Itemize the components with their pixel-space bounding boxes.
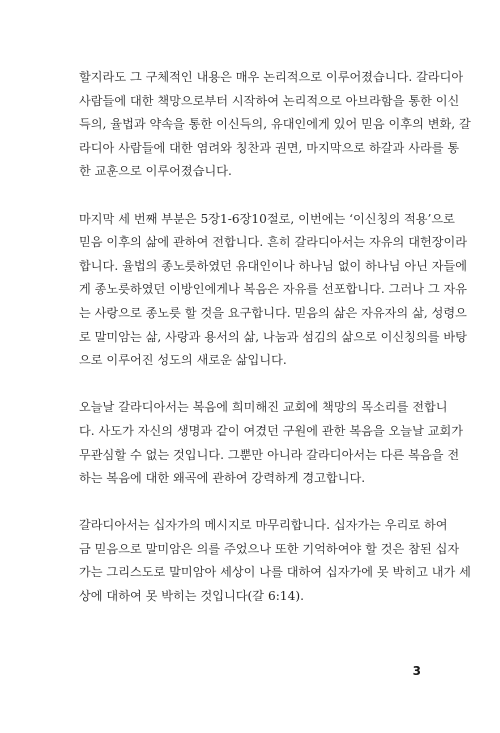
text-line: 득의, 율법과 약속을 통한 이신득의, 유대인에게 있어 믿음 이후의 변화, 갈 <box>79 117 471 132</box>
text-line: 갈라디아서는 십자가의 메시지로 마무리합니다. 십자가는 우리로 하여 <box>79 518 448 533</box>
paragraph-1 <box>79 66 471 184</box>
text-line: 라디아 사람들에 대한 염려와 칭찬과 권면, 마지막으로 하갈과 사라를 통 <box>79 140 460 155</box>
paragraph-3 <box>79 396 464 490</box>
text-line: 오늘날 갈라디아서는 복음에 희미해진 교회에 책망의 목소리를 전합니 <box>79 400 448 415</box>
text-line: 는 사랑으로 종노릇 할 것을 요구합니다. 믿음의 삶은 자유자의 삶, 성령으 <box>79 305 467 320</box>
text-line: 사람들에 대한 책망으로부터 시작하여 논리적으로 아브라함을 통한 이신 <box>79 93 460 108</box>
text-line: 무관심할 수 없는 것입니다. 그뿐만 아니라 갈라디아서는 다른 복음을 전 <box>79 447 460 462</box>
page-number: 3 <box>412 664 421 678</box>
text-line: 한 교훈으로 이루어졌습니다. <box>79 164 232 179</box>
text-line: 하는 복음에 대한 왜곡에 관하여 강력하게 경고합니다. <box>79 471 366 486</box>
body-text <box>79 66 471 632</box>
text-line: 합니다. 율법의 종노릇하였던 유대인이나 하나님 없이 하나님 아닌 자들에 <box>79 258 468 273</box>
text-line: 다. 사도가 자신의 생명과 같이 여겼던 구원에 관한 복음을 오늘날 교회가 <box>79 423 464 438</box>
text-line: 가는 그리스도로 말미암아 세상이 나를 대하여 십자가에 못 박히고 내가 세 <box>79 565 471 580</box>
text-line: 게 종노릇하였던 이방인에게나 복음은 자유를 선포합니다. 그러나 그 자유 <box>79 282 468 297</box>
text-line: 금 믿음으로 말미암은 의를 주었으나 또한 기억하여야 할 것은 참된 십자 <box>79 541 460 556</box>
text-line: 으로 이루어진 성도의 새로운 삶입니다. <box>79 353 287 368</box>
paragraph-2 <box>79 208 468 373</box>
text-line: 믿음 이후의 삶에 관하여 전합니다. 흔히 갈라디아서는 자유의 대헌장이라 <box>79 235 468 250</box>
paragraph-4 <box>79 514 471 608</box>
text-line: 로 말미암는 삶, 사랑과 용서의 삶, 나눔과 섬김의 삶으로 이신칭의를 바탕 <box>79 329 467 344</box>
text-line: 상에 대하여 못 박히는 것입니다(갈 6:14). <box>79 589 304 604</box>
text-line: 마지막 세 번째 부분은 5장1-6장10절로, 이번에는 ‘이신칭의 적용’으로 <box>79 211 455 226</box>
text-line: 할지라도 그 구체적인 내용은 매우 논리적으로 이루어졌습니다. 갈라디아 <box>79 70 464 84</box>
